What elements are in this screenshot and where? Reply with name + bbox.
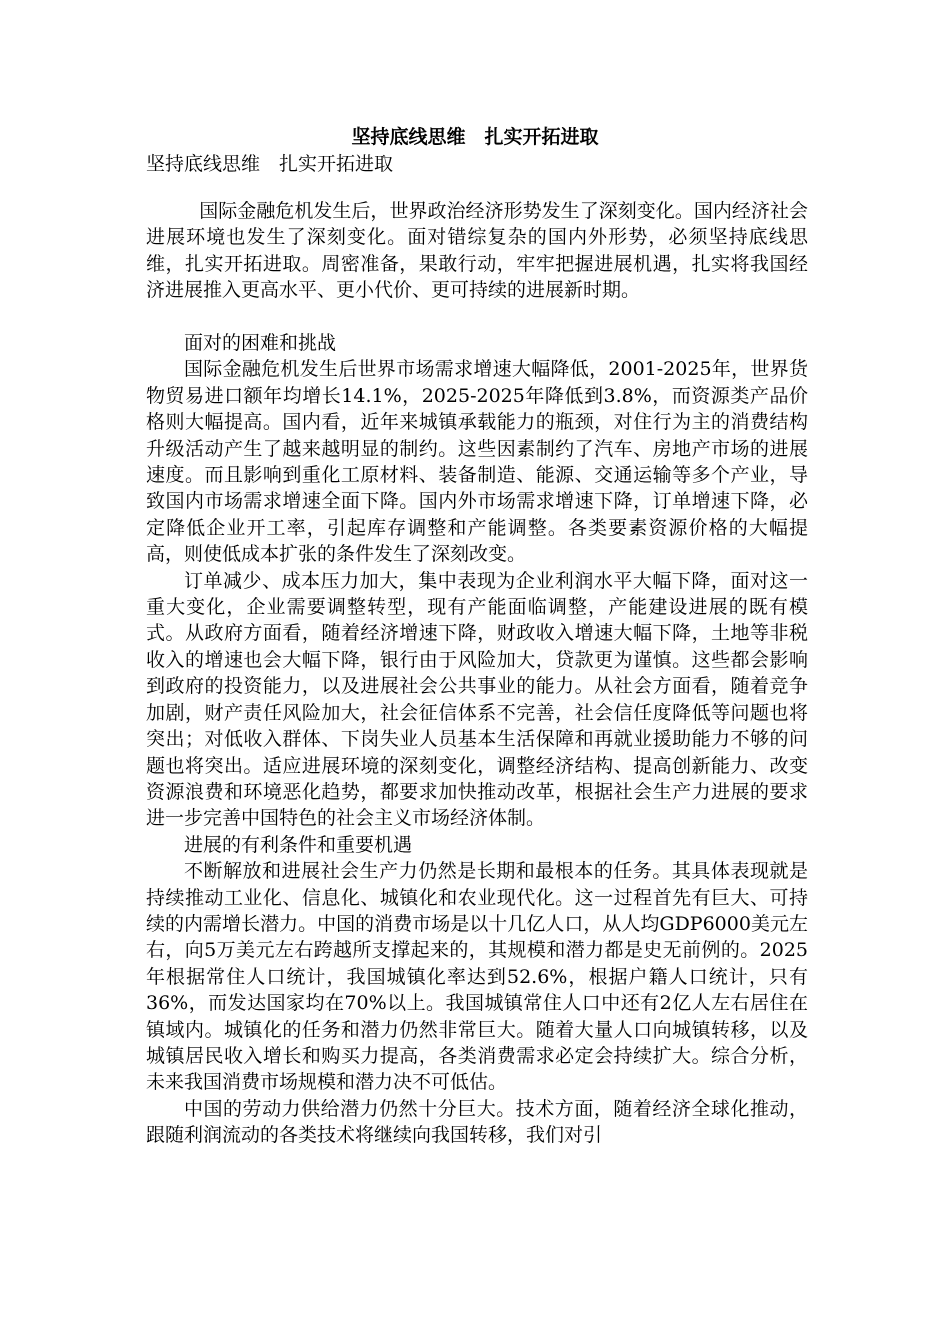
section-heading-difficulties: 面对的困难和挑战: [184, 332, 337, 355]
document-title: 坚持底线思维 扎实开拓进取: [351, 126, 599, 148]
body-paragraph: 国际金融危机发生后世界市场需求增速大幅降低，2001-2025年，世界货物贸易进口额年均增长14.1%，2025-2025年降低到3.8%，而资源类产品价格则大幅提高。国内看，近年来城镇承载能力的瓶颈，对住行为主的消费结构升级活动产生了越来越明显的制约。这些因素制约了汽车、房地产市场的进展速度。而且影响到重化工原材料、装备制造、能源、交通运输等多个产业，导致国内市场需求增速全面下降。国内外市场需求增速下降，订单增速下降，必定降低企业开工率，引起库存调整和产能调整。各类要素资源价格的大幅提高，则使低成本扩张的条件发生了深刻改变。: [146, 358, 808, 566]
intro-paragraph: 国际金融危机发生后，世界政治经济形势发生了深刻变化。国内经济社会进展环境也发生了深刻变化。面对错综复杂的国内外形势，必须坚持底线思维，扎实开拓进取。周密准备，果敢行动，牢牢把握进展机遇，扎实将我国经济进展推入更高水平、更小代价、更可持续的进展新时期。: [146, 200, 808, 302]
document-body: [146, 198, 808, 1149]
body-paragraph: 中国的劳动力供给潜力仍然十分巨大。技术方面，随着经济全球化推动，跟随利润流动的各类技术将继续向我国转移，我们对引: [146, 1097, 808, 1147]
paragraph-gap: [146, 304, 808, 330]
section-heading-opportunities: 进展的有利条件和重要机遇: [184, 833, 413, 856]
body-paragraph: 订单减少、成本压力加大，集中表现为企业利润水平大幅下降，面对这一重大变化，企业需要调整转型，现有产能面临调整，产能建设进展的既有模式。从政府方面看，随着经济增速下降，财政收入增速大幅下降，土地等非税收入的增速也会大幅下降，银行由于风险加大，贷款更为谨慎。这些都会影响到政府的投资能力，以及进展社会公共事业的能力。从社会方面看，随着竞争加剧，财产责任风险加大，社会征信体系不完善，社会信任度降低等问题也将突出；对低收入群体、下岗失业人员基本生活保障和再就业援助能力不够的问题也将突出。适应进展环境的深刻变化，调整经济结构、提高创新能力、改变资源浪费和环境恶化趋势，都要求加快推动改革，根据社会生产力进展的要求进一步完善中国特色的社会主义市场经济体制。: [146, 569, 808, 830]
body-paragraph: 不断解放和进展社会生产力仍然是长期和最根本的任务。其具体表现就是持续推动工业化、信息化、城镇化和农业现代化。这一过程首先有巨大、可持续的内需增长潜力。中国的消费市场是以十几亿人口，从人均GDP6000美元左右，向5万美元左右跨越所支撑起来的，其规模和潜力都是史无前例的。2025年根据常住人口统计，我国城镇化率达到52.6%，根据户籍人口统计，只有36%，而发达国家均在70%以上。我国城镇常住人口中还有2亿人左右居住在镇域内。城镇化的任务和潜力仍然非常巨大。随着大量人口向城镇转移，以及城镇居民收入增长和购买力提高，各类消费需求必定会持续扩大。综合分析，未来我国消费市场规模和潜力决不可低估。: [146, 860, 808, 1094]
document-subtitle: 坚持底线思维 扎实开拓进取: [146, 153, 394, 175]
